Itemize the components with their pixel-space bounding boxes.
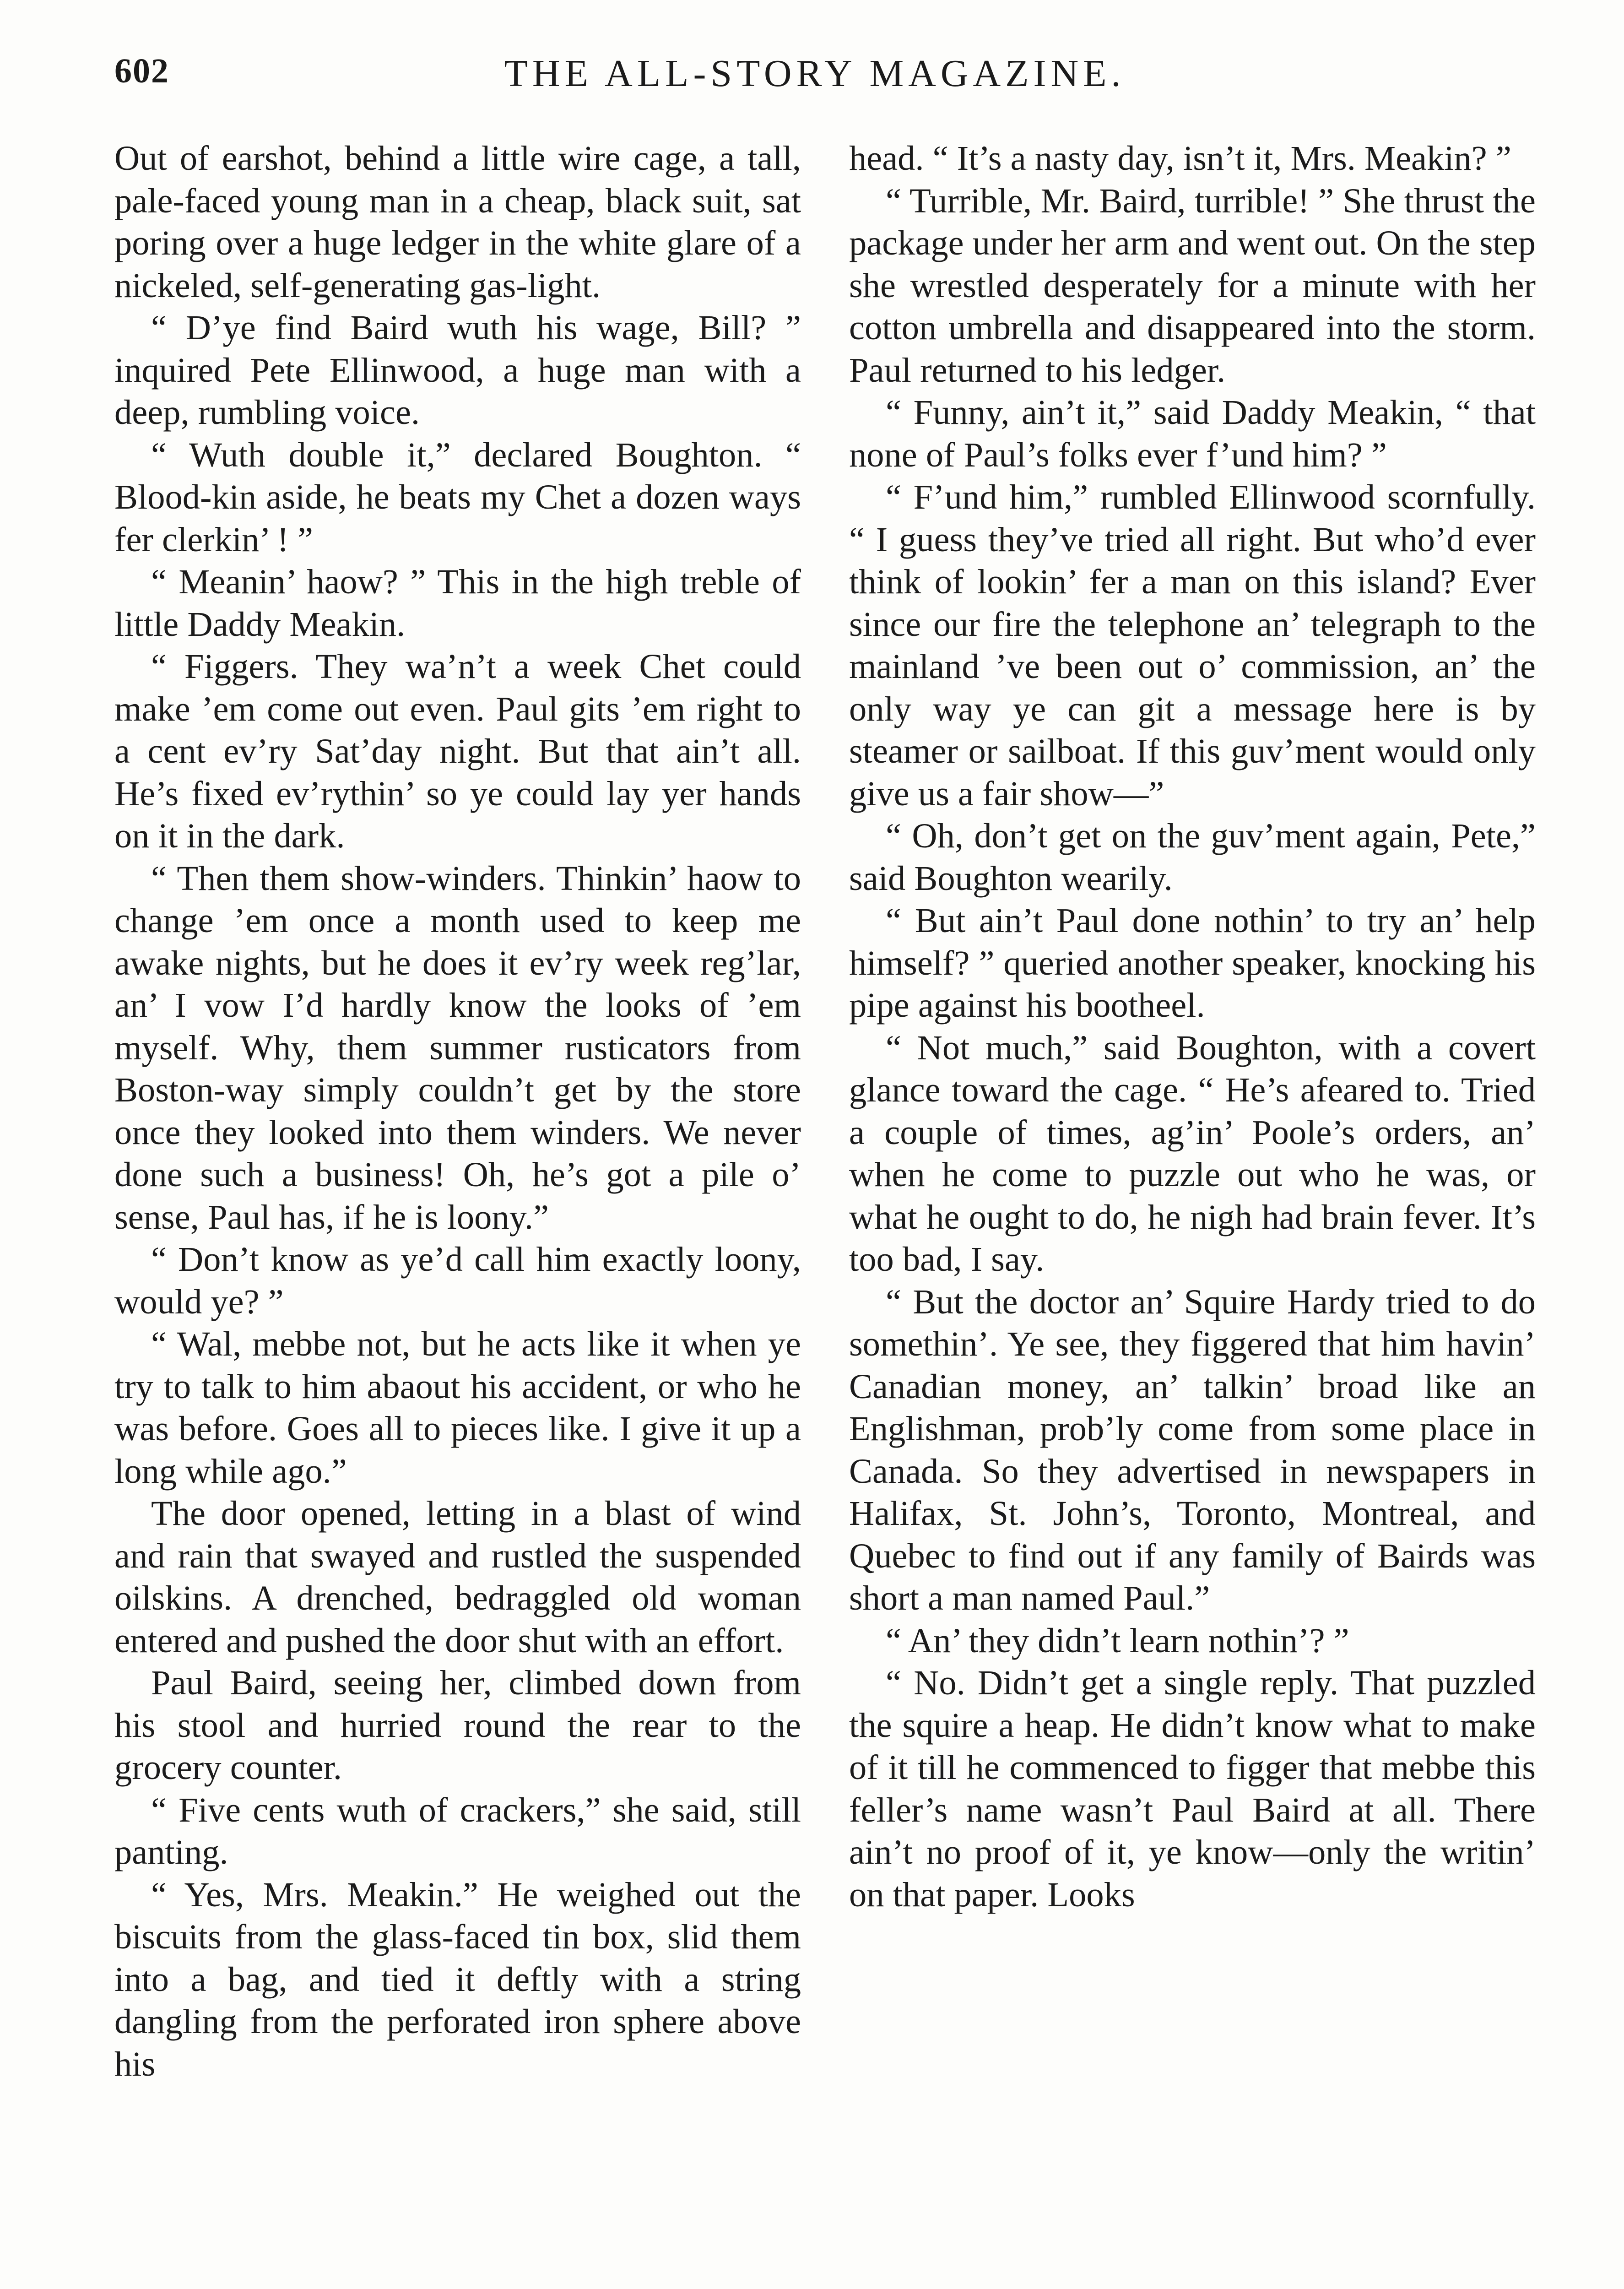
paragraph: “ Wuth double it,” declared Boughton. “ Blood-kin aside, he beats my Chet a dozen ways fer clerkin’ ! ”: [114, 435, 801, 559]
paragraph: “ Wal, mebbe not, but he acts like it when ye try to talk to him abaout his accident, or who he was before. Goes all to pieces like. I give it up a long while ago.”: [114, 1324, 801, 1491]
running-title: THE ALL-STORY MAGAZINE.: [504, 52, 1126, 95]
paragraph: “ Then them show-winders. Thinkin’ haow to change ’em once a month used to keep me awake nights, but he does it ev’ry week reg’lar, an’ I vow I’d hardly know the looks of ’em myself. Why, them summer rusticators from Boston-way simply couldn’t get by the store once they looked into them winders. We never done such a business! Oh, he’s got a pile o’ sense, Paul has, if he is loony.”: [114, 858, 801, 1237]
left-text-column: [114, 137, 801, 2289]
paragraph: “ Meanin’ haow? ” This in the high treble of little Daddy Meakin.: [114, 562, 801, 644]
paragraph: “ D’ye find Baird wuth his wage, Bill? ” inquired Pete Ellinwood, a huge man with a deep, rumbling voice.: [114, 308, 801, 432]
paragraph: “ Funny, ain’t it,” said Daddy Meakin, “ that none of Paul’s folks ever f’und him? ”: [849, 393, 1536, 474]
paragraph: “ F’und him,” rumbled Ellinwood scornfully. “ I guess they’ve tried all right. But who’d ever think of lookin’ fer a man on this island? Ever since our fire the telephone an’ telegraph to the mainland ’ve been out o’ commission, an’ the only way ye can git a message here is by steamer or sailboat. If this guv’ment would only give us a fair show—”: [849, 477, 1536, 813]
paragraph: “ Don’t know as ye’d call him exactly loony, would ye? ”: [114, 1240, 801, 1321]
page-header: [114, 51, 1515, 102]
paragraph: Out of earshot, behind a little wire cage, a tall, pale-faced young man in a cheap, black suit, sat poring over a huge ledger in the white glare of a nickeled, self-generating gas-light.: [114, 139, 801, 305]
paragraph: “ Oh, don’t get on the guv’ment again, Pete,” said Boughton wearily.: [849, 816, 1536, 898]
right-text-column: [849, 137, 1536, 2289]
paragraph: “ Not much,” said Boughton, with a covert glance toward the cage. “ He’s afeared to. Tried a couple of times, ag’in’ Poole’s orders, an’ when he come to puzzle out who he was, or what he ought to do, he nigh had brain fever. It’s too bad, I say.: [849, 1028, 1536, 1279]
paragraph: “ Five cents wuth of crackers,” she said, still panting.: [114, 1790, 801, 1871]
paragraph: “ Figgers. They wa’n’t a week Chet could make ’em come out even. Paul gits ’em right to a cent ev’ry Sat’day night. But that ain’t all. He’s fixed ev’rythin’ so ye could lay yer hands on it in the dark.: [114, 647, 801, 855]
paragraph: “ Turrible, Mr. Baird, turrible! ” She thrust the package under her arm and went out. On the step she wrestled desperately for a minute with her cotton umbrella and disappeared into the storm. Paul returned to his ledger.: [849, 181, 1536, 390]
paragraph: “ No. Didn’t get a single reply. That puzzled the squire a heap. He didn’t know what to make of it till he commenced to figger that mebbe this feller’s name wasn’t Paul Baird at all. There ain’t no proof of it, ye know—only the writin’ on that paper. Looks: [849, 1663, 1536, 1914]
paragraph: head. “ It’s a nasty day, isn’t it, Mrs. Meakin? ”: [849, 139, 1511, 178]
paragraph: “ But ain’t Paul done nothin’ to try an’ help himself? ” queried another speaker, knocking his pipe against his bootheel.: [849, 901, 1536, 1025]
page-number: 602: [114, 52, 169, 90]
paragraph: “ An’ they didn’t learn nothin’? ”: [886, 1621, 1349, 1660]
paragraph: “ Yes, Mrs. Meakin.” He weighed out the biscuits from the glass-faced tin box, slid them into a bag, and tied it deftly with a string dangling from the perforated iron sphere above his: [114, 1875, 801, 2083]
paragraph: “ But the doctor an’ Squire Hardy tried to do somethin’. Ye see, they figgered that him havin’ Canadian money, an’ talkin’ broad like an Englishman, prob’ly come from some place in Canada. So they advertised in newspapers in Halifax, St. John’s, Toronto, Montreal, and Quebec to find out if any family of Bairds was short a man named Paul.”: [849, 1282, 1536, 1617]
paragraph: The door opened, letting in a blast of wind and rain that swayed and rustled the suspended oilskins. A drenched, bedraggled old woman entered and pushed the door shut with an effort.: [114, 1494, 801, 1660]
paragraph: Paul Baird, seeing her, climbed down from his stool and hurried round the rear to the grocery counter.: [114, 1663, 801, 1787]
